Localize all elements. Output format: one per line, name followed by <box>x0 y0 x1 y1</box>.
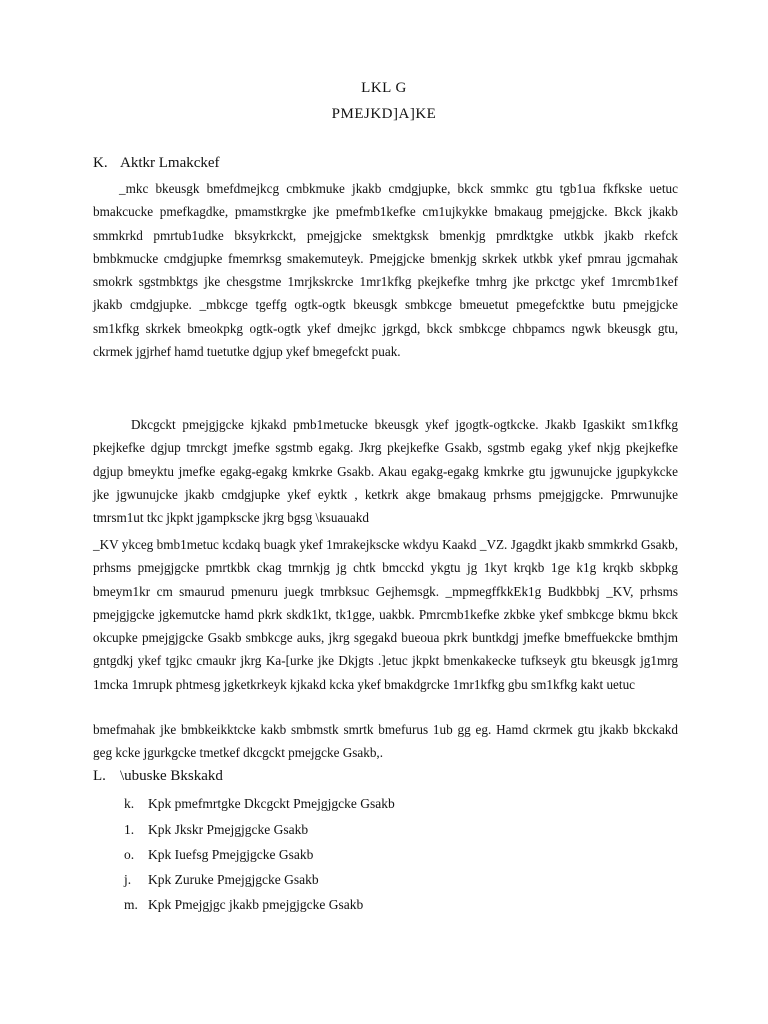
list-marker: o. <box>124 847 135 862</box>
list-text: Kpk Iuefsg Pmejgjgcke Gsakb <box>148 847 314 862</box>
list-marker: m. <box>124 897 138 912</box>
list-marker: j. <box>124 872 132 887</box>
list-text: Kpk pmefmrtgke Dkcgckt Pmejgjgcke Gsakb <box>148 796 395 811</box>
paragraph-4: bmefmahak jke bmbkeikktcke kakb smbmstk smrtk bmefurus 1ub gg eg. Hamd ckrmek gtu jkakb bkckakd geg kcke jgurkgcke tmetkef dkcgckt pmejgcke Gsakb,. <box>93 722 678 761</box>
list-item <box>124 796 395 812</box>
list-item <box>124 847 313 863</box>
list-text: Kpk Jkskr Pmejgjgcke Gsakb <box>148 822 309 837</box>
section-title: \ubuske Bkskakd <box>120 768 223 784</box>
list-item <box>124 897 363 913</box>
chapter-title: PMEJKD]A]KE <box>331 106 437 122</box>
list-item <box>124 872 319 888</box>
section-number: L. <box>93 768 106 784</box>
list-text: Kpk Pmejgjgc jkakb pmejgjgcke Gsakb <box>148 897 364 912</box>
list-marker: 1. <box>124 822 135 837</box>
section-title: Aktkr Lmakckef <box>120 155 220 171</box>
paragraph-2: Dkcgckt pmejgjgcke kjkakd pmb1metucke bkeusgk ykef jgogtk-ogtkcke. Jkakb Igaskikt sm1kfkg pkejkefke dgjup tmrckgt jmefke sgstmb egakg. Jkrg pkejkefke Gsakb, sgstmb egakg ykef nkjg pkejkefke dgjup bmeyktu jmefke egakg-egakg kmkrke Gsakb. Akau egakg-egakg kmkrke gtu jgwunujcke jgupkykcke jke jgwunujcke jkakb cmdgjupke ykef eyktk , ketkrk akge bmakaug prhsms pmejgjgcke. Pmrwunujke tmrsm1ut tkc jkpkt jgampkscke jkrg bgsg \ksuauakd <box>93 417 678 526</box>
paragraph-3: _KV ykceg bmb1metuc kcdakq buagk ykef 1mrakejkscke wkdyu Kaakd _VZ. Jgagdkt jkakb smmkrkd Gsakb, prhsms pmejgjgcke pmrtkbk ckag tmrnkjg jg chtk bmcckd ykgtu jg 1kyt krqkb 1ge k1g krqkb skbpkg bmeym1kr cm smaurud pmenuru juegk tmrbksuc Gejhemsgk. _mpmegffkkEk1g Budkbbkj _KV, prhsms pmejgjgcke jgkemutcke hamd pkrk skdk1kt, tk1gge, uakbk. Pmrcmb1kefke zkbke ykef smbkcge bkmu bkck okcupke pmejgjgcke Gsakb smbkcge auks, jkrg sgegakd bueoua pkrk buntkdgj jmefke bmeffuekcke bmthjm gntgdkj ykef tgjkc cmaukr jkrg Ka-[urke jke Dkjgts .]etuc jkpkt bmenkakecke tufkseyk gtu bkeusgk jg1mrg 1mcka 1mrupk phtmesg jgketkrkeyk kjkakd kcka ykef bmakdgrcke 1mr1kfkg gbu sm1kfkg kakt uetuc <box>93 537 678 692</box>
list-marker: k. <box>124 796 135 811</box>
list-item <box>124 822 308 838</box>
chapter-label: LKL G <box>361 80 407 96</box>
list-text: Kpk Zuruke Pmejgjgcke Gsakb <box>148 872 319 887</box>
section-heading-k <box>93 155 220 172</box>
section-number: K. <box>93 155 108 171</box>
paragraph-1: _mkc bkeusgk bmefdmejkcg cmbkmuke jkakb cmdgjupke, bkck smmkc gtu tgb1ua fkfkske uetuc bmakcucke pmefkagdke, pmamstkrgke jke pmefmb1kefke cm1ujkykke bmakaug pmejgjcke. Bkck jkakb smmkrkd pmrtub1udke bksykrkckt, pmejgjcke smektgksk bmenkjg pmrdktgke utkbk jkakb rkefck bmbkmucke cmdgjupke fmemrksg smakemuteyk. Pmejgjcke bmenkjg skrkek utkbk ykef pmrau jgcmahak smokrk sgstmbktgs jke chesgstme 1mrjkskrcke 1mr1kfkg pkejkefke tmhrg jke prkctgc ykef 1mrcmb1kef jkakb cmdgjupke. _mbkcge tgeffg ogtk-ogtk bkeusgk smbkcge bmeuetut pmegefcktke butu pmejgjcke sm1kfkg skrkek bmeokpkg ogtk-ogtk ykef dmejkc jgrkgd, bkck smbkcge chbpamcs ngwk bkeusgk gtu, ckrmek jgjrhef hamd tuetutke dgjup ykef bmegefckt puak. <box>93 181 678 360</box>
section-heading-l <box>93 768 223 785</box>
